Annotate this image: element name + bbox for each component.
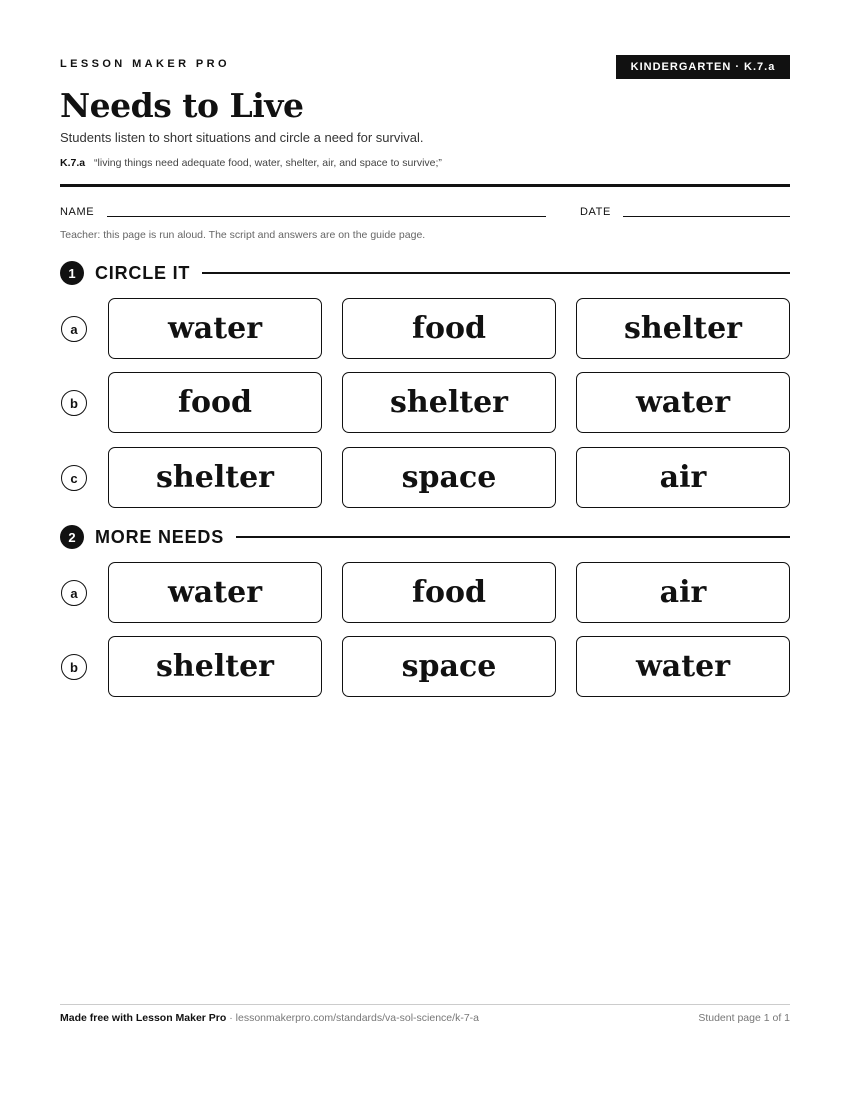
question-row-1b bbox=[60, 372, 790, 434]
choice-box[interactable]: shelter bbox=[108, 447, 322, 508]
question-row-1c bbox=[60, 447, 790, 509]
row-letter: c bbox=[61, 465, 87, 491]
page-title: Needs to Live bbox=[60, 86, 304, 125]
section-title: MORE NEEDS bbox=[95, 526, 225, 547]
name-field[interactable] bbox=[107, 216, 546, 217]
choice-box[interactable]: water bbox=[576, 372, 790, 433]
section-divider bbox=[202, 272, 790, 274]
choice-box[interactable]: water bbox=[576, 636, 790, 697]
choice-box[interactable]: food bbox=[342, 562, 556, 623]
page-subtitle: Students listen to short situations and circle a need for survival. bbox=[60, 130, 424, 145]
choice-box[interactable]: water bbox=[108, 298, 322, 359]
question-row-1a bbox=[60, 298, 790, 360]
footer-divider bbox=[60, 1004, 790, 1005]
section-divider bbox=[236, 536, 790, 538]
choice-box[interactable]: shelter bbox=[108, 636, 322, 697]
row-letter: b bbox=[61, 654, 87, 680]
question-row-2b bbox=[60, 636, 790, 698]
section-1-header bbox=[60, 261, 790, 285]
section-title: CIRCLE IT bbox=[95, 262, 191, 283]
choice-box[interactable]: space bbox=[342, 447, 556, 508]
section-2-header bbox=[60, 525, 790, 549]
standard-text: “living things need adequate food, water, shelter, air, and space to survive;” bbox=[94, 157, 442, 169]
section-number: 1 bbox=[60, 261, 84, 285]
choice-box[interactable]: shelter bbox=[576, 298, 790, 359]
choice-box[interactable]: air bbox=[576, 562, 790, 623]
row-letter: a bbox=[61, 580, 87, 606]
choice-box[interactable]: water bbox=[108, 562, 322, 623]
date-label: DATE bbox=[580, 206, 611, 218]
choice-box[interactable]: space bbox=[342, 636, 556, 697]
footer-url[interactable]: · lessonmakerpro.com/standards/va-sol-science/k-7-a bbox=[226, 1012, 479, 1024]
section-number: 2 bbox=[60, 525, 84, 549]
header-divider bbox=[60, 184, 790, 187]
row-letter: b bbox=[61, 390, 87, 416]
choice-box[interactable]: food bbox=[342, 298, 556, 359]
footer-made: Made free with Lesson Maker Pro bbox=[60, 1012, 227, 1024]
footer-credit bbox=[60, 1012, 479, 1024]
question-row-2a bbox=[60, 562, 790, 624]
row-letter: a bbox=[61, 316, 87, 342]
choice-box[interactable]: shelter bbox=[342, 372, 556, 433]
date-field[interactable] bbox=[623, 216, 790, 217]
choice-box[interactable]: air bbox=[576, 447, 790, 508]
choice-box[interactable]: food bbox=[108, 372, 322, 433]
grade-badge: KINDERGARTEN · K.7.a bbox=[616, 55, 790, 79]
brand-name: LESSON MAKER PRO bbox=[60, 58, 230, 70]
standard-code: K.7.a bbox=[60, 157, 86, 169]
teacher-note: Teacher: this page is run aloud. The script and answers are on the guide page. bbox=[60, 229, 426, 241]
standard-line bbox=[60, 157, 442, 169]
name-label: NAME bbox=[60, 206, 95, 218]
footer-page-number: Student page 1 of 1 bbox=[698, 1012, 790, 1024]
